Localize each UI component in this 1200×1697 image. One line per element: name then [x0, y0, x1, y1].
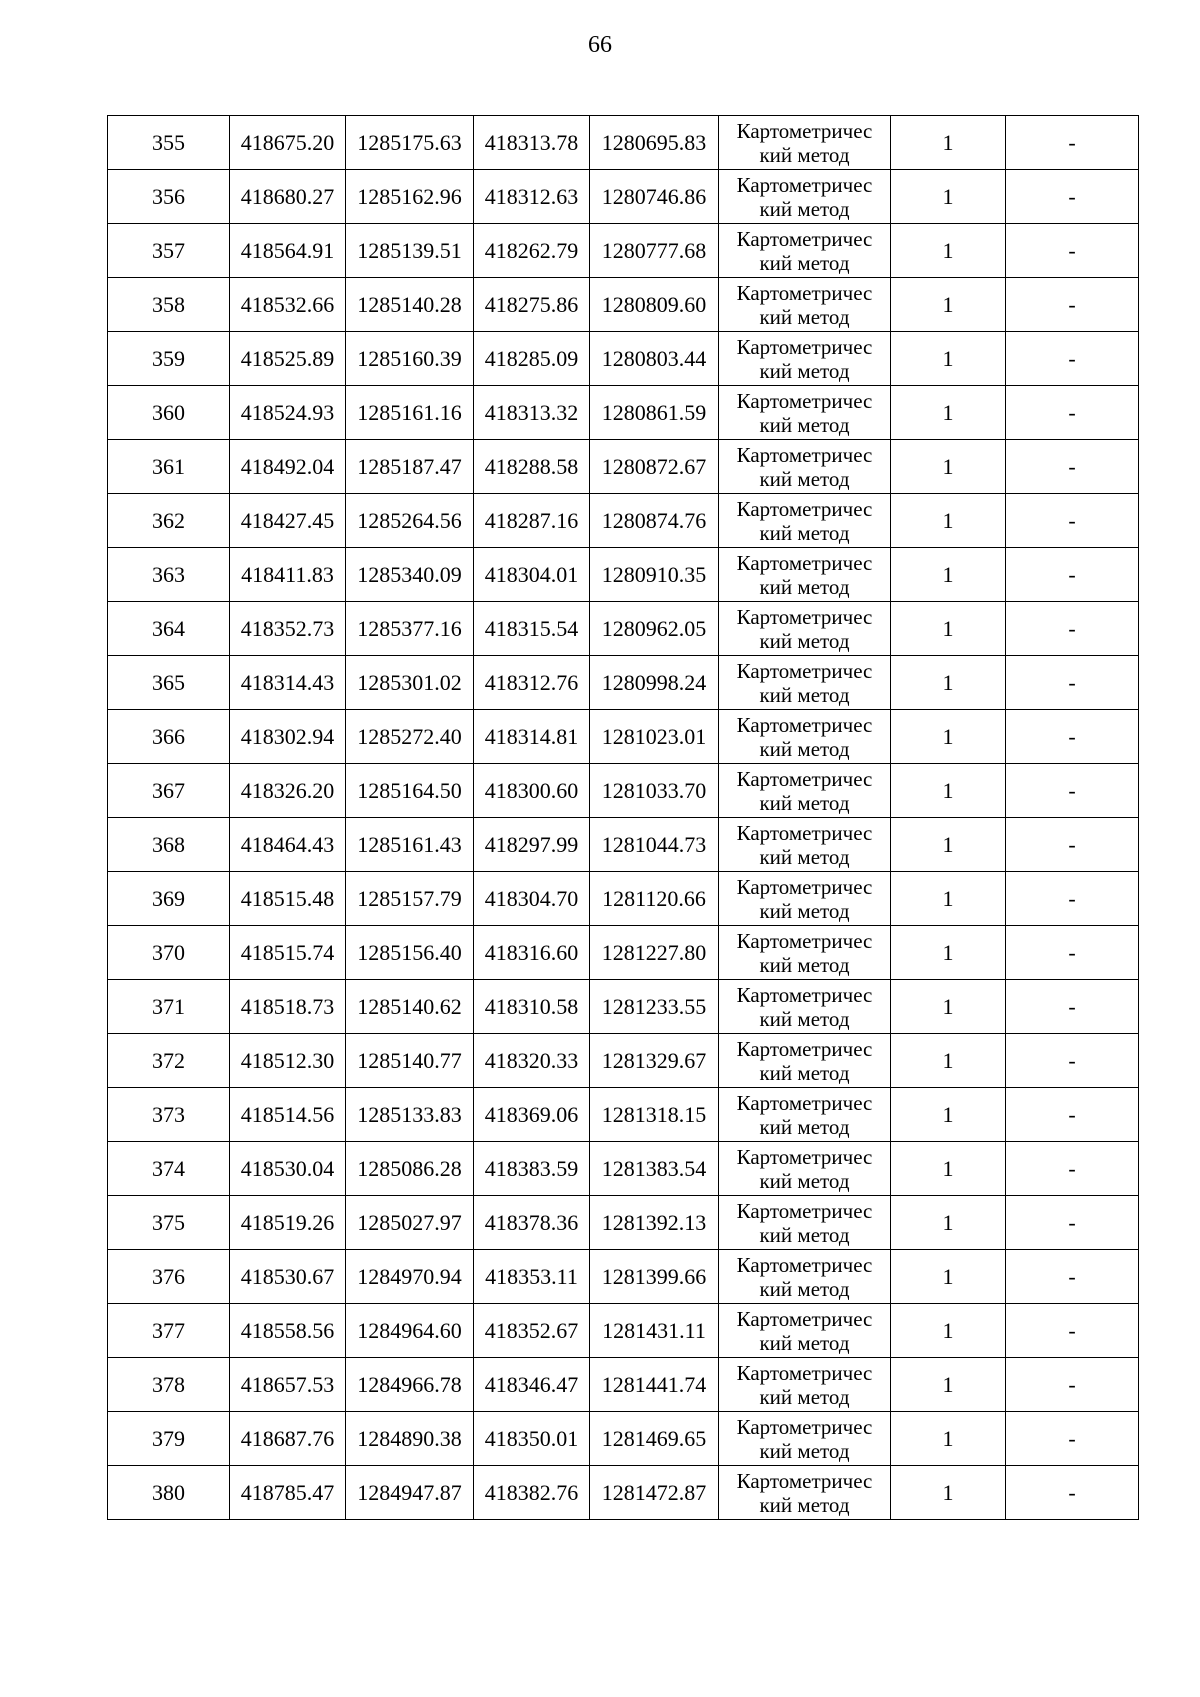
- y-old-cell: 1284964.60: [346, 1304, 474, 1358]
- x-old-cell: 418411.83: [230, 548, 346, 602]
- table-row: [108, 1088, 1139, 1142]
- x-new-cell: 418378.36: [474, 1196, 590, 1250]
- precision-cell: 1: [891, 818, 1006, 872]
- x-old-cell: 418532.66: [230, 278, 346, 332]
- table-row: [108, 278, 1139, 332]
- method-cell: [719, 710, 891, 764]
- y-old-cell: 1285139.51: [346, 224, 474, 278]
- method-line-2: кий метод: [759, 736, 850, 761]
- y-old-cell: 1285340.09: [346, 548, 474, 602]
- method-line-1: Картометричес: [736, 928, 873, 953]
- x-old-cell: 418518.73: [230, 980, 346, 1034]
- method-line-1: Картометричес: [736, 1144, 873, 1169]
- method-cell: [719, 818, 891, 872]
- x-new-cell: 418300.60: [474, 764, 590, 818]
- x-old-cell: 418785.47: [230, 1466, 346, 1520]
- table-row: [108, 224, 1139, 278]
- x-old-cell: 418352.73: [230, 602, 346, 656]
- method-line-1: Картометричес: [736, 874, 873, 899]
- y-old-cell: 1285027.97: [346, 1196, 474, 1250]
- x-new-cell: 418353.11: [474, 1250, 590, 1304]
- y-old-cell: 1285187.47: [346, 440, 474, 494]
- method-cell: [719, 1304, 891, 1358]
- method-line-1: Картометричес: [736, 1360, 873, 1385]
- method-line-1: Картометричес: [736, 766, 873, 791]
- method-line-1: Картометричес: [736, 1414, 873, 1439]
- y-new-cell: 1281227.80: [590, 926, 719, 980]
- method-line-2: кий метод: [759, 1006, 850, 1031]
- precision-cell: 1: [891, 1088, 1006, 1142]
- method-line-1: Картометричес: [736, 712, 873, 737]
- point-number-cell: 368: [108, 818, 230, 872]
- x-old-cell: 418326.20: [230, 764, 346, 818]
- y-new-cell: 1281383.54: [590, 1142, 719, 1196]
- x-new-cell: 418315.54: [474, 602, 590, 656]
- table-row: [108, 602, 1139, 656]
- x-new-cell: 418316.60: [474, 926, 590, 980]
- method-line-1: Картометричес: [736, 982, 873, 1007]
- method-cell: [719, 1142, 891, 1196]
- method-line-1: Картометричес: [736, 334, 873, 359]
- note-cell: -: [1006, 818, 1139, 872]
- y-old-cell: 1285272.40: [346, 710, 474, 764]
- y-old-cell: 1285140.77: [346, 1034, 474, 1088]
- method-line-1: Картометричес: [736, 1306, 873, 1331]
- precision-cell: 1: [891, 1358, 1006, 1412]
- note-cell: -: [1006, 602, 1139, 656]
- note-cell: -: [1006, 656, 1139, 710]
- table-row: [108, 386, 1139, 440]
- method-cell: [719, 386, 891, 440]
- note-cell: -: [1006, 1142, 1139, 1196]
- method-line-2: кий метод: [759, 1168, 850, 1193]
- y-old-cell: 1285377.16: [346, 602, 474, 656]
- note-cell: -: [1006, 1034, 1139, 1088]
- y-old-cell: 1284970.94: [346, 1250, 474, 1304]
- table-row: [108, 494, 1139, 548]
- y-new-cell: 1280746.86: [590, 170, 719, 224]
- note-cell: -: [1006, 224, 1139, 278]
- method-cell: [719, 116, 891, 170]
- method-line-1: Картометричес: [736, 604, 873, 629]
- method-line-2: кий метод: [759, 1276, 850, 1301]
- x-new-cell: 418287.16: [474, 494, 590, 548]
- x-new-cell: 418313.78: [474, 116, 590, 170]
- precision-cell: 1: [891, 872, 1006, 926]
- y-new-cell: 1281441.74: [590, 1358, 719, 1412]
- precision-cell: 1: [891, 548, 1006, 602]
- coordinates-table: [107, 115, 1139, 1520]
- y-old-cell: 1285264.56: [346, 494, 474, 548]
- table-row: [108, 440, 1139, 494]
- x-new-cell: 418304.01: [474, 548, 590, 602]
- point-number-cell: 369: [108, 872, 230, 926]
- table-row: [108, 1250, 1139, 1304]
- note-cell: -: [1006, 440, 1139, 494]
- method-cell: [719, 1466, 891, 1520]
- note-cell: -: [1006, 278, 1139, 332]
- note-cell: -: [1006, 1466, 1139, 1520]
- method-line-2: кий метод: [759, 304, 850, 329]
- note-cell: -: [1006, 872, 1139, 926]
- point-number-cell: 360: [108, 386, 230, 440]
- method-line-2: кий метод: [759, 1114, 850, 1139]
- method-line-1: Картометричес: [736, 496, 873, 521]
- method-line-1: Картометричес: [736, 226, 873, 251]
- note-cell: -: [1006, 170, 1139, 224]
- y-new-cell: 1281399.66: [590, 1250, 719, 1304]
- note-cell: -: [1006, 386, 1139, 440]
- method-line-1: Картометричес: [736, 1468, 873, 1493]
- y-old-cell: 1285164.50: [346, 764, 474, 818]
- precision-cell: 1: [891, 1304, 1006, 1358]
- point-number-cell: 371: [108, 980, 230, 1034]
- x-old-cell: 418657.53: [230, 1358, 346, 1412]
- table-row: [108, 926, 1139, 980]
- page-number: 66: [588, 32, 612, 58]
- precision-cell: 1: [891, 332, 1006, 386]
- y-old-cell: 1285301.02: [346, 656, 474, 710]
- precision-cell: 1: [891, 656, 1006, 710]
- x-new-cell: 418346.47: [474, 1358, 590, 1412]
- precision-cell: 1: [891, 1466, 1006, 1520]
- point-number-cell: 364: [108, 602, 230, 656]
- precision-cell: 1: [891, 224, 1006, 278]
- y-new-cell: 1280872.67: [590, 440, 719, 494]
- y-old-cell: 1285162.96: [346, 170, 474, 224]
- y-new-cell: 1281392.13: [590, 1196, 719, 1250]
- y-new-cell: 1281329.67: [590, 1034, 719, 1088]
- x-old-cell: 418512.30: [230, 1034, 346, 1088]
- method-line-2: кий метод: [759, 520, 850, 545]
- point-number-cell: 370: [108, 926, 230, 980]
- y-new-cell: 1281233.55: [590, 980, 719, 1034]
- x-old-cell: 418680.27: [230, 170, 346, 224]
- table-row: [108, 1196, 1139, 1250]
- y-new-cell: 1280809.60: [590, 278, 719, 332]
- x-new-cell: 418369.06: [474, 1088, 590, 1142]
- precision-cell: 1: [891, 1142, 1006, 1196]
- x-old-cell: 418558.56: [230, 1304, 346, 1358]
- precision-cell: 1: [891, 494, 1006, 548]
- precision-cell: 1: [891, 170, 1006, 224]
- method-line-1: Картометричес: [736, 1090, 873, 1115]
- point-number-cell: 380: [108, 1466, 230, 1520]
- x-old-cell: 418302.94: [230, 710, 346, 764]
- point-number-cell: 367: [108, 764, 230, 818]
- method-line-2: кий метод: [759, 1384, 850, 1409]
- note-cell: -: [1006, 1196, 1139, 1250]
- note-cell: -: [1006, 1358, 1139, 1412]
- precision-cell: 1: [891, 1196, 1006, 1250]
- table-row: [108, 1358, 1139, 1412]
- x-new-cell: 418304.70: [474, 872, 590, 926]
- table-row: [108, 656, 1139, 710]
- table-row: [108, 1304, 1139, 1358]
- x-old-cell: 418515.48: [230, 872, 346, 926]
- note-cell: -: [1006, 1412, 1139, 1466]
- y-new-cell: 1280910.35: [590, 548, 719, 602]
- y-new-cell: 1281120.66: [590, 872, 719, 926]
- y-old-cell: 1285156.40: [346, 926, 474, 980]
- method-line-1: Картометричес: [736, 280, 873, 305]
- method-cell: [719, 1250, 891, 1304]
- y-old-cell: 1284890.38: [346, 1412, 474, 1466]
- x-new-cell: 418313.32: [474, 386, 590, 440]
- method-cell: [719, 1088, 891, 1142]
- method-line-1: Картометричес: [736, 1036, 873, 1061]
- method-line-2: кий метод: [759, 358, 850, 383]
- y-old-cell: 1285157.79: [346, 872, 474, 926]
- method-line-1: Картометричес: [736, 1252, 873, 1277]
- method-line-2: кий метод: [759, 790, 850, 815]
- y-new-cell: 1280962.05: [590, 602, 719, 656]
- method-line-2: кий метод: [759, 1438, 850, 1463]
- point-number-cell: 376: [108, 1250, 230, 1304]
- method-line-1: Картометричес: [736, 388, 873, 413]
- y-old-cell: 1285086.28: [346, 1142, 474, 1196]
- x-new-cell: 418288.58: [474, 440, 590, 494]
- method-cell: [719, 332, 891, 386]
- precision-cell: 1: [891, 764, 1006, 818]
- note-cell: -: [1006, 710, 1139, 764]
- method-line-2: кий метод: [759, 844, 850, 869]
- y-new-cell: 1281318.15: [590, 1088, 719, 1142]
- point-number-cell: 374: [108, 1142, 230, 1196]
- method-cell: [719, 872, 891, 926]
- y-new-cell: 1280777.68: [590, 224, 719, 278]
- method-cell: [719, 278, 891, 332]
- method-cell: [719, 224, 891, 278]
- precision-cell: 1: [891, 980, 1006, 1034]
- method-line-1: Картометричес: [736, 820, 873, 845]
- point-number-cell: 358: [108, 278, 230, 332]
- table-row: [108, 980, 1139, 1034]
- method-line-1: Картометричес: [736, 172, 873, 197]
- y-old-cell: 1285161.43: [346, 818, 474, 872]
- method-cell: [719, 656, 891, 710]
- y-old-cell: 1285175.63: [346, 116, 474, 170]
- x-old-cell: 418515.74: [230, 926, 346, 980]
- x-old-cell: 418530.04: [230, 1142, 346, 1196]
- point-number-cell: 379: [108, 1412, 230, 1466]
- note-cell: -: [1006, 548, 1139, 602]
- y-new-cell: 1281044.73: [590, 818, 719, 872]
- x-new-cell: 418310.58: [474, 980, 590, 1034]
- note-cell: -: [1006, 332, 1139, 386]
- x-new-cell: 418275.86: [474, 278, 590, 332]
- point-number-cell: 362: [108, 494, 230, 548]
- point-number-cell: 359: [108, 332, 230, 386]
- method-line-1: Картометричес: [736, 658, 873, 683]
- note-cell: -: [1006, 1304, 1139, 1358]
- method-line-2: кий метод: [759, 142, 850, 167]
- precision-cell: 1: [891, 116, 1006, 170]
- method-cell: [719, 602, 891, 656]
- precision-cell: 1: [891, 710, 1006, 764]
- method-line-2: кий метод: [759, 1060, 850, 1085]
- point-number-cell: 372: [108, 1034, 230, 1088]
- precision-cell: 1: [891, 602, 1006, 656]
- x-new-cell: 418352.67: [474, 1304, 590, 1358]
- y-new-cell: 1280861.59: [590, 386, 719, 440]
- point-number-cell: 363: [108, 548, 230, 602]
- y-old-cell: 1284966.78: [346, 1358, 474, 1412]
- y-old-cell: 1285133.83: [346, 1088, 474, 1142]
- y-new-cell: 1280803.44: [590, 332, 719, 386]
- method-cell: [719, 980, 891, 1034]
- x-old-cell: 418687.76: [230, 1412, 346, 1466]
- x-old-cell: 418492.04: [230, 440, 346, 494]
- note-cell: -: [1006, 116, 1139, 170]
- x-old-cell: 418427.45: [230, 494, 346, 548]
- method-line-1: Картометричес: [736, 1198, 873, 1223]
- point-number-cell: 355: [108, 116, 230, 170]
- point-number-cell: 366: [108, 710, 230, 764]
- y-old-cell: 1285160.39: [346, 332, 474, 386]
- note-cell: -: [1006, 980, 1139, 1034]
- method-cell: [719, 926, 891, 980]
- x-old-cell: 418524.93: [230, 386, 346, 440]
- method-line-1: Картометричес: [736, 442, 873, 467]
- method-line-2: кий метод: [759, 682, 850, 707]
- table-row: [108, 332, 1139, 386]
- x-new-cell: 418262.79: [474, 224, 590, 278]
- x-new-cell: 418320.33: [474, 1034, 590, 1088]
- table-row: [108, 1034, 1139, 1088]
- method-cell: [719, 548, 891, 602]
- method-cell: [719, 1196, 891, 1250]
- x-new-cell: 418382.76: [474, 1466, 590, 1520]
- method-line-2: кий метод: [759, 628, 850, 653]
- method-line-2: кий метод: [759, 898, 850, 923]
- x-new-cell: 418314.81: [474, 710, 590, 764]
- note-cell: -: [1006, 494, 1139, 548]
- table-row: [108, 710, 1139, 764]
- point-number-cell: 365: [108, 656, 230, 710]
- point-number-cell: 378: [108, 1358, 230, 1412]
- precision-cell: 1: [891, 440, 1006, 494]
- table-row: [108, 764, 1139, 818]
- method-line-2: кий метод: [759, 466, 850, 491]
- precision-cell: 1: [891, 1412, 1006, 1466]
- method-line-2: кий метод: [759, 250, 850, 275]
- method-cell: [719, 440, 891, 494]
- y-new-cell: 1280695.83: [590, 116, 719, 170]
- method-line-2: кий метод: [759, 1492, 850, 1517]
- x-old-cell: 418675.20: [230, 116, 346, 170]
- x-old-cell: 418564.91: [230, 224, 346, 278]
- x-old-cell: 418314.43: [230, 656, 346, 710]
- y-new-cell: 1281431.11: [590, 1304, 719, 1358]
- y-old-cell: 1285140.62: [346, 980, 474, 1034]
- table-row: [108, 818, 1139, 872]
- y-new-cell: 1281472.87: [590, 1466, 719, 1520]
- y-old-cell: 1285140.28: [346, 278, 474, 332]
- table-row: [108, 548, 1139, 602]
- x-new-cell: 418350.01: [474, 1412, 590, 1466]
- method-cell: [719, 170, 891, 224]
- y-new-cell: 1281033.70: [590, 764, 719, 818]
- method-cell: [719, 494, 891, 548]
- method-line-2: кий метод: [759, 952, 850, 977]
- point-number-cell: 356: [108, 170, 230, 224]
- y-new-cell: 1280998.24: [590, 656, 719, 710]
- y-new-cell: 1280874.76: [590, 494, 719, 548]
- point-number-cell: 357: [108, 224, 230, 278]
- note-cell: -: [1006, 926, 1139, 980]
- method-cell: [719, 1034, 891, 1088]
- x-old-cell: 418530.67: [230, 1250, 346, 1304]
- method-cell: [719, 1358, 891, 1412]
- precision-cell: 1: [891, 926, 1006, 980]
- method-cell: [719, 1412, 891, 1466]
- precision-cell: 1: [891, 1250, 1006, 1304]
- x-new-cell: 418297.99: [474, 818, 590, 872]
- x-old-cell: 418525.89: [230, 332, 346, 386]
- y-new-cell: 1281469.65: [590, 1412, 719, 1466]
- note-cell: -: [1006, 1088, 1139, 1142]
- method-line-2: кий метод: [759, 196, 850, 221]
- table-row: [108, 1412, 1139, 1466]
- method-line-1: Картометричес: [736, 118, 873, 143]
- method-line-2: кий метод: [759, 1222, 850, 1247]
- table-row: [108, 1466, 1139, 1520]
- x-old-cell: 418519.26: [230, 1196, 346, 1250]
- y-old-cell: 1285161.16: [346, 386, 474, 440]
- x-old-cell: 418514.56: [230, 1088, 346, 1142]
- point-number-cell: 375: [108, 1196, 230, 1250]
- y-new-cell: 1281023.01: [590, 710, 719, 764]
- method-line-2: кий метод: [759, 1330, 850, 1355]
- method-line-2: кий метод: [759, 412, 850, 437]
- method-cell: [719, 764, 891, 818]
- table-row: [108, 116, 1139, 170]
- y-old-cell: 1284947.87: [346, 1466, 474, 1520]
- note-cell: -: [1006, 1250, 1139, 1304]
- x-old-cell: 418464.43: [230, 818, 346, 872]
- method-line-1: Картометричес: [736, 550, 873, 575]
- point-number-cell: 361: [108, 440, 230, 494]
- precision-cell: 1: [891, 278, 1006, 332]
- table-row: [108, 1142, 1139, 1196]
- table-body: [108, 116, 1139, 1520]
- x-new-cell: 418312.76: [474, 656, 590, 710]
- method-line-2: кий метод: [759, 574, 850, 599]
- note-cell: -: [1006, 764, 1139, 818]
- precision-cell: 1: [891, 1034, 1006, 1088]
- point-number-cell: 377: [108, 1304, 230, 1358]
- x-new-cell: 418285.09: [474, 332, 590, 386]
- table-row: [108, 872, 1139, 926]
- table-row: [108, 170, 1139, 224]
- precision-cell: 1: [891, 386, 1006, 440]
- point-number-cell: 373: [108, 1088, 230, 1142]
- x-new-cell: 418383.59: [474, 1142, 590, 1196]
- x-new-cell: 418312.63: [474, 170, 590, 224]
